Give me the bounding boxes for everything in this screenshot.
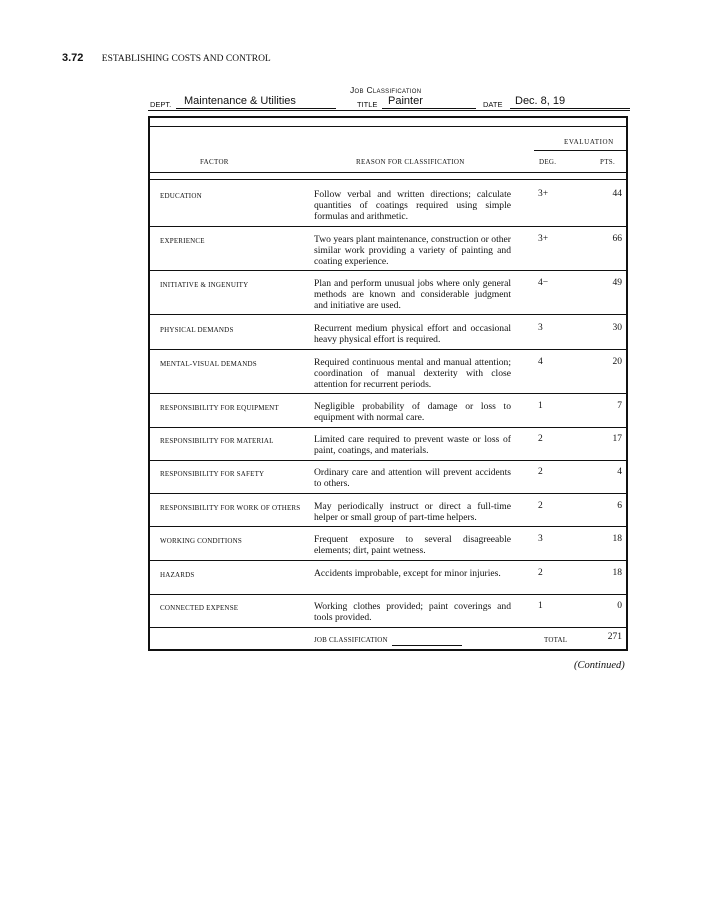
date-label: DATE <box>483 100 503 109</box>
points-value: 18 <box>612 534 622 544</box>
table-rule <box>150 270 626 271</box>
factor-label: HAZARDS <box>160 571 195 579</box>
points-value: 0 <box>617 601 622 611</box>
classification-table <box>148 116 628 651</box>
points-value: 6 <box>617 501 622 511</box>
factor-label: RESPONSIBILITY FOR SAFETY <box>160 470 265 478</box>
points-value: 66 <box>612 234 622 244</box>
reason-text: Limited care required to prevent waste or loss of paint, coatings, and materials. <box>314 434 511 457</box>
degree-value: 3+ <box>538 189 549 199</box>
factor-label: RESPONSIBILITY FOR EQUIPMENT <box>160 404 279 412</box>
factor-label: RESPONSIBILITY FOR MATERIAL <box>160 437 274 445</box>
factor-label: INITIATIVE & INGENUITY <box>160 281 249 289</box>
running-head <box>62 52 271 64</box>
dept-underline <box>176 108 336 109</box>
table-rule <box>150 126 626 127</box>
table-rule <box>150 493 626 494</box>
table-rule <box>150 594 626 595</box>
date-value: Dec. 8, 19 <box>515 95 566 107</box>
reason-text: Recurrent medium physical effort and occasional heavy physical effort is required. <box>314 323 511 346</box>
col-pts-header: PTS. <box>600 158 616 166</box>
degree-value: 4− <box>538 278 549 288</box>
table-rule <box>150 427 626 428</box>
col-factor-header: FACTOR <box>200 158 229 166</box>
title-underline <box>382 108 476 109</box>
dept-label: DEPT. <box>150 100 172 109</box>
points-value: 49 <box>612 278 622 288</box>
factor-label: EXPERIENCE <box>160 237 205 245</box>
table-rule <box>150 560 626 561</box>
factor-label: MENTAL-VISUAL DEMANDS <box>160 360 257 368</box>
factor-label: PHYSICAL DEMANDS <box>160 326 234 334</box>
col-deg-header: DEG. <box>539 158 557 166</box>
running-title: ESTABLISHING COSTS AND CONTROL <box>101 54 271 64</box>
table-rule <box>150 314 626 315</box>
reason-text: Required continuous mental and manual attention; coordination of manual dexterity with close attention for recurrent periods. <box>314 357 511 391</box>
table-rule <box>150 179 626 180</box>
degree-value: 2 <box>538 501 543 511</box>
col-reason-header: REASON FOR CLASSIFICATION <box>356 158 465 166</box>
points-value: 17 <box>612 434 622 444</box>
degree-value: 2 <box>538 467 543 477</box>
form-title: Job Classification <box>350 85 422 95</box>
reason-text: May periodically instruct or direct a full-time helper or small group of part-time helpers. <box>314 501 511 524</box>
table-rule <box>150 393 626 394</box>
factor-label: RESPONSIBILITY FOR WORK OF OTHERS <box>160 504 301 512</box>
header-rule <box>148 110 630 111</box>
job-classification-underline <box>392 645 462 646</box>
degree-value: 3 <box>538 323 543 333</box>
degree-value: 1 <box>538 401 543 411</box>
degree-value: 1 <box>538 601 543 611</box>
reason-text: Frequent exposure to several disagreeable elements; dirt, paint wetness. <box>314 534 511 557</box>
table-rule <box>150 460 626 461</box>
dept-value: Maintenance & Utilities <box>184 95 296 107</box>
reason-text: Two years plant maintenance, construction or other similar work providing a variety of painting and coating experience. <box>314 234 511 268</box>
points-value: 7 <box>617 401 622 411</box>
table-rule <box>150 226 626 227</box>
points-value: 4 <box>617 467 622 477</box>
factor-label: WORKING CONDITIONS <box>160 537 242 545</box>
total-label: TOTAL <box>544 636 568 644</box>
page-number: 3.72 <box>62 52 84 64</box>
title-label: TITLE <box>357 100 378 109</box>
reason-text: Follow verbal and written directions; calculate quantities of coatings required using simple formulas and arithmetic. <box>314 189 511 223</box>
degree-value: 4 <box>538 357 543 367</box>
reason-text: Plan and perform unusual jobs where only general methods are known and considerable judgment and initiative are used. <box>314 278 511 312</box>
total-value: 271 <box>607 632 622 642</box>
continued-note: (Continued) <box>574 660 625 671</box>
reason-text: Working clothes provided; paint coverings and tools provided. <box>314 601 511 624</box>
table-rule <box>150 349 626 350</box>
table-rule <box>534 150 626 151</box>
table-rule <box>150 627 626 628</box>
degree-value: 3 <box>538 534 543 544</box>
degree-value: 2 <box>538 568 543 578</box>
table-rule <box>150 526 626 527</box>
factor-label: CONNECTED EXPENSE <box>160 604 239 612</box>
table-rule <box>150 172 626 173</box>
title-value: Painter <box>388 95 423 107</box>
degree-value: 2 <box>538 434 543 444</box>
points-value: 20 <box>612 357 622 367</box>
date-underline <box>510 108 630 109</box>
job-classification-label: JOB CLASSIFICATION <box>314 636 388 644</box>
points-value: 18 <box>612 568 622 578</box>
reason-text: Negligible probability of damage or loss to equipment with normal care. <box>314 401 511 424</box>
evaluation-label: EVALUATION <box>564 138 614 146</box>
factor-label: EDUCATION <box>160 192 202 200</box>
points-value: 30 <box>612 323 622 333</box>
points-value: 44 <box>612 189 622 199</box>
reason-text: Ordinary care and attention will prevent accidents to others. <box>314 467 511 490</box>
reason-text: Accidents improbable, except for minor injuries. <box>314 568 501 579</box>
degree-value: 3+ <box>538 234 549 244</box>
